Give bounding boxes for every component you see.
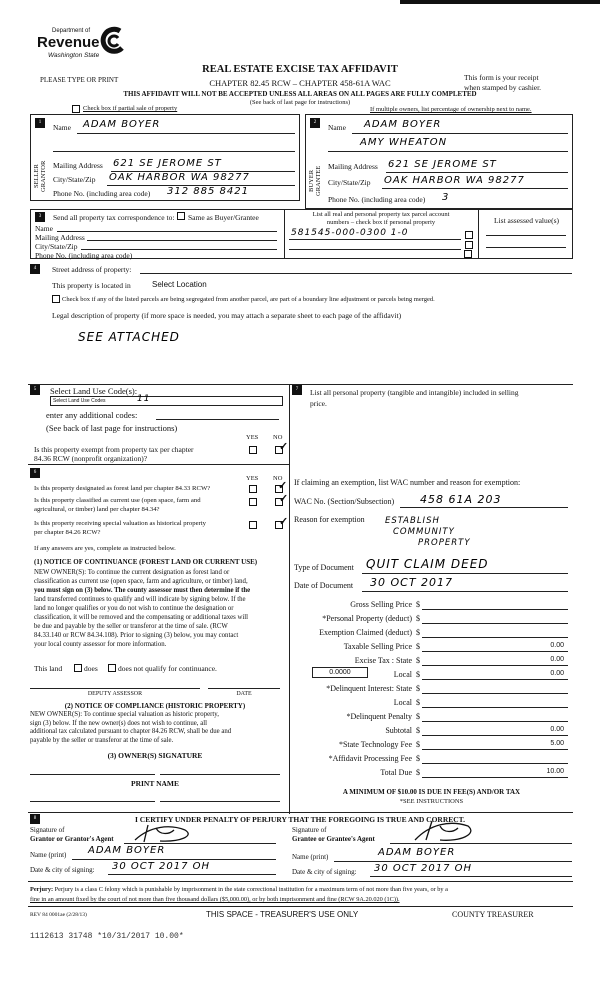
check-mark-icon: ✓ bbox=[279, 516, 289, 528]
dollar-sign: $ bbox=[416, 726, 420, 735]
dollar-sign: $ bbox=[416, 740, 420, 749]
seller-city[interactable]: OAK HARBOR WA 98277 bbox=[109, 172, 250, 183]
document-date[interactable]: 30 OCT 2017 bbox=[370, 576, 454, 589]
check-mark-icon: ✓ bbox=[279, 493, 289, 505]
grantee-print-name[interactable]: ADAM BOYER bbox=[378, 847, 456, 858]
dollar-sign: $ bbox=[416, 614, 420, 623]
historic-yes-checkbox[interactable] bbox=[249, 521, 257, 529]
logo-swirl-icon bbox=[98, 26, 126, 54]
tax-row-value[interactable]: 10.00 bbox=[546, 768, 564, 775]
location-select[interactable]: Select Location bbox=[152, 280, 207, 289]
grantor-date-city[interactable]: 30 OCT 2017 OH bbox=[112, 861, 211, 872]
legal-description[interactable]: SEE ATTACHED bbox=[78, 330, 180, 344]
dollar-sign: $ bbox=[416, 684, 420, 693]
does-qualify-checkbox[interactable] bbox=[74, 664, 82, 672]
notice-continuance-text: NEW OWNER(S): To continue the current designation as forest land or classification as current use (open space, farm and agriculture, or timber) land, you must sign on (3) below. The county assessor must then determine if the land transferred continues to qualify and will indicate by signing below. If the land no longer qualifies or you do not wish to continue the designation or classification, it will be removed and the compensating or additional taxes will be due and payable by the seller or transferor at the time of sale. (RCW 84.33.140 or RCW 84.34.108). Prior to signing (3) below, you may contact your local county assessor for more information. bbox=[34, 569, 251, 648]
tax-row-value[interactable]: 0.00 bbox=[550, 670, 564, 677]
tax-row-value[interactable]: 0.00 bbox=[550, 642, 564, 649]
additional-codes-input[interactable] bbox=[156, 419, 279, 420]
document-type[interactable]: QUIT CLAIM DEED bbox=[366, 557, 489, 571]
cashier-stamp: 1112613 31748 *10/31/2017 10.00* bbox=[30, 932, 184, 941]
street-address-input[interactable] bbox=[140, 273, 572, 274]
tax-row-label: Subtotal bbox=[385, 726, 412, 735]
land-use-codes-select[interactable]: Select Land Use Codes 11 bbox=[50, 396, 283, 406]
same-as-buyer-checkbox[interactable] bbox=[177, 212, 185, 220]
grantor-print-name[interactable]: ADAM BOYER bbox=[88, 845, 166, 856]
buyer-phone[interactable]: 3 bbox=[442, 192, 450, 203]
personal-property-checkbox[interactable] bbox=[465, 231, 473, 239]
dollar-sign: $ bbox=[416, 656, 420, 665]
personal-property-checkbox[interactable] bbox=[464, 250, 472, 258]
seller-mailing-address[interactable]: 621 SE JEROME ST bbox=[113, 158, 222, 169]
tax-row-label: Local bbox=[393, 698, 412, 707]
tax-row-label: Local bbox=[393, 670, 412, 679]
forest-yes-checkbox[interactable] bbox=[249, 485, 257, 493]
tax-row-value[interactable]: 0.00 bbox=[550, 656, 564, 663]
segregated-checkbox[interactable] bbox=[52, 295, 60, 303]
exempt-yes-checkbox[interactable] bbox=[249, 446, 257, 454]
exemption-reason-2[interactable]: COMMUNITY bbox=[393, 527, 455, 537]
dollar-sign: $ bbox=[416, 642, 420, 651]
exemption-reason-3[interactable]: PROPERTY bbox=[418, 538, 471, 548]
buyer-name[interactable]: ADAM BOYER bbox=[364, 119, 442, 130]
check-mark-icon: ✓ bbox=[279, 441, 289, 453]
exemption-reason-1[interactable]: ESTABLISH bbox=[385, 516, 440, 526]
buyer-section: 2 BUYER GRANTEE Name ADAM BOYER AMY WHEATON Mailing Address 621 SE JEROME ST City/State/Zip OAK HARBOR WA 98277 Phone No. (including area code) 3 bbox=[305, 114, 573, 209]
buyer-mailing-address[interactable]: 621 SE JEROME ST bbox=[388, 159, 497, 170]
wac-number[interactable]: 458 61A 203 bbox=[420, 493, 502, 506]
tax-row-label: *State Technology Fee bbox=[338, 740, 412, 749]
tax-row-label: Excise Tax : State bbox=[354, 656, 412, 665]
seller-section: 1 SELLER GRANTOR Name ADAM BOYER Mailing Address 621 SE JEROME ST City/State/Zip OAK HARBOR WA 98277 Phone No. (including area code) 312 885 8421 bbox=[30, 114, 300, 201]
notice-compliance-text: NEW OWNER(S): To continue special valuation as historic property, sign (3) below. If the new owner(s) does not wish to continue, all additional tax calculated pursuant to chapter 84.26 RCW, shall be due and payable by the seller or transferor at the time of sale. bbox=[30, 711, 232, 744]
check-mark-icon: ✓ bbox=[278, 480, 288, 492]
personal-property-checkbox[interactable] bbox=[465, 241, 473, 249]
seller-phone[interactable]: 312 885 8421 bbox=[167, 186, 249, 197]
dollar-sign: $ bbox=[416, 768, 420, 777]
seller-name[interactable]: ADAM BOYER bbox=[83, 119, 161, 130]
dollar-sign: $ bbox=[416, 754, 420, 763]
dollar-sign: $ bbox=[416, 670, 420, 679]
tax-row-value[interactable]: 0.00 bbox=[550, 726, 564, 733]
does-not-qualify-checkbox[interactable] bbox=[108, 664, 116, 672]
dollar-sign: $ bbox=[416, 628, 420, 637]
tax-row-label: *Delinquent Penalty bbox=[346, 712, 412, 721]
dollar-sign: $ bbox=[416, 712, 420, 721]
local-rate-field[interactable]: 0.0000 bbox=[312, 667, 368, 678]
current-use-yes-checkbox[interactable] bbox=[249, 498, 257, 506]
form-title: REAL ESTATE EXCISE TAX AFFIDAVIT bbox=[202, 64, 398, 75]
tax-row-label: Total Due bbox=[380, 768, 412, 777]
dollar-sign: $ bbox=[416, 698, 420, 707]
tax-row-label: Gross Selling Price bbox=[350, 600, 412, 609]
dollar-sign: $ bbox=[416, 600, 420, 609]
scan-edge bbox=[400, 0, 600, 4]
grantee-signature-scribble-icon bbox=[410, 818, 480, 844]
parcel-number[interactable]: 581545-000-0300 1-0 bbox=[291, 228, 409, 238]
tax-row-value[interactable]: 5.00 bbox=[550, 740, 564, 747]
tax-row-label: *Personal Property (deduct) bbox=[322, 614, 412, 623]
grantee-date-city[interactable]: 30 OCT 2017 OH bbox=[374, 863, 473, 874]
tax-correspondence-section: 3 Send all property tax correspondence to: Same as Buyer/Grantee Name Mailing Address City/State/Zip Phone No. (including area code) List all real and personal property tax parcel account numbers – check box if personal property 581545-000-0300 1-0 List assessed value(s) bbox=[30, 209, 573, 259]
tax-row-label: Exemption Claimed (deduct) bbox=[319, 628, 412, 637]
partial-sale-checkbox[interactable] bbox=[72, 105, 80, 113]
tax-row-label: *Delinquent Interest: State bbox=[326, 684, 412, 693]
buyer-city[interactable]: OAK HARBOR WA 98277 bbox=[384, 175, 525, 186]
grantor-signature-scribble-icon bbox=[130, 822, 200, 844]
buyer-name-2[interactable]: AMY WHEATON bbox=[360, 137, 448, 148]
tax-row-label: *Affidavit Processing Fee bbox=[328, 754, 412, 763]
tax-row-label: Taxable Selling Price bbox=[343, 642, 412, 651]
